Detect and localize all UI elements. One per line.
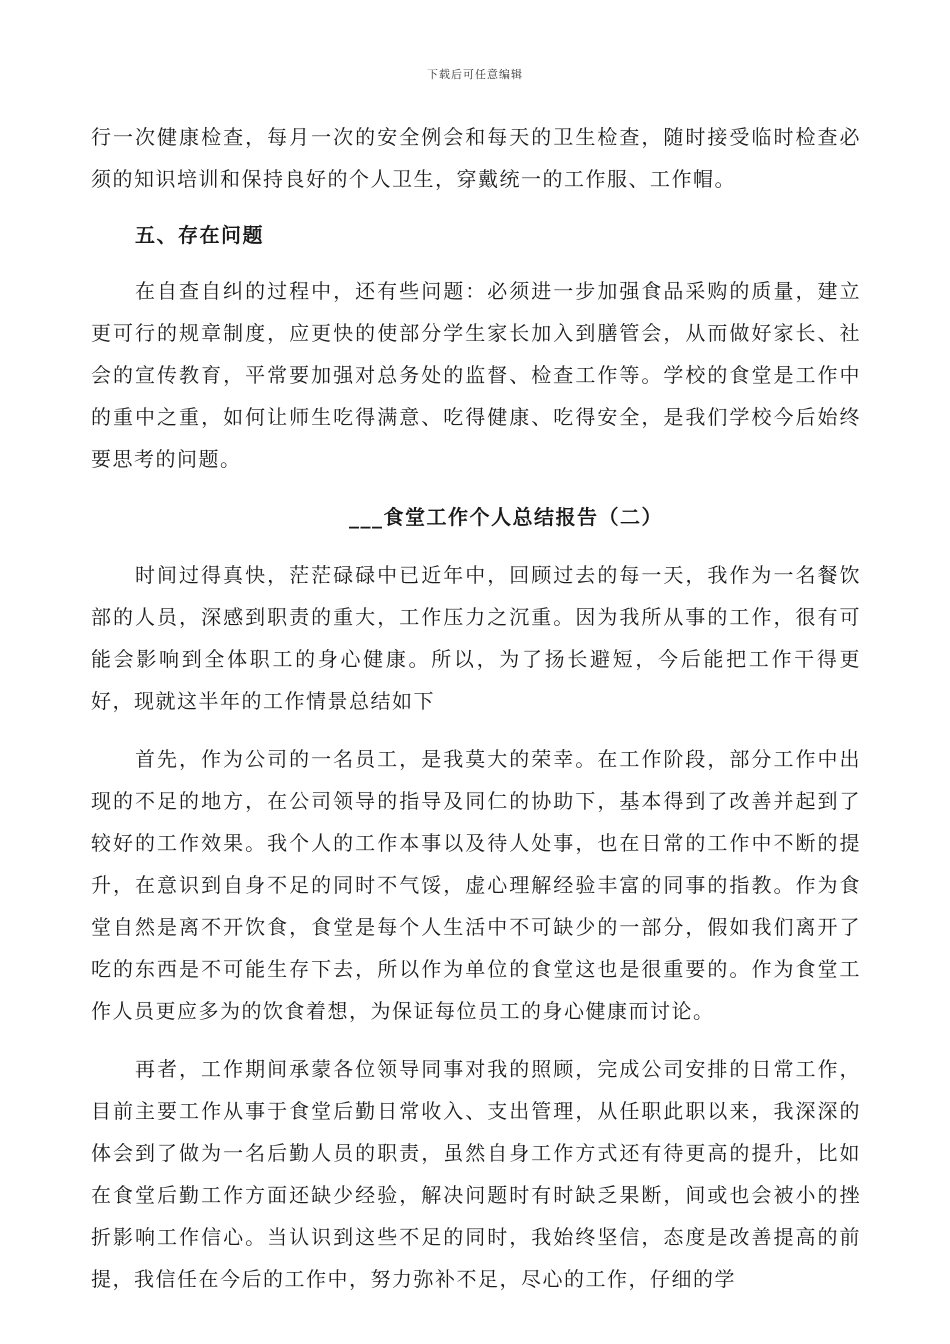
report-title: ___食堂工作个人总结报告（二） [349,505,663,529]
continuation-paragraph: 行一次健康检查，每月一次的安全例会和每天的卫生检查，随时接受临时检查必须的知识培训和保持良好的个人卫生，穿戴统一的工作服、工作帽。 [91,125,861,191]
header-note: 下载后可任意编辑 [427,68,523,81]
body-paragraph: 时间过得真快，茫茫碌碌中已近年中，回顾过去的每一天，我作为一名餐饮部的人员，深感到职责的重大，工作压力之沉重。因为我所从事的工作，很有可能会影响到全体职工的身心健康。所以，为了扬长避短，今后能把工作干得更好，现就这半年的工作情景总结如下 [91,563,861,713]
spacer [91,480,861,496]
spacer [91,722,861,738]
spacer [91,538,861,554]
spacer [91,200,861,214]
body-paragraph: 首先，作为公司的一名员工，是我莫大的荣幸。在工作阶段，部分工作中出现的不足的地方，在公司领导的指导及同仁的协助下，基本得到了改善并起到了较好的工作效果。我个人的工作本事以及待人处事，也在日常的工作中不断的提升，在意识到自身不足的同时不气馁，虚心理解经验丰富的同事的指教。作为食堂自然是离不开饮食，食堂是每个人生活中不可缺少的一部分，假如我们离开了吃的东西是不可能生存下去，所以作为单位的食堂这也是很重要的。作为食堂工作人员更应多为的饮食着想，为保证每位员工的身心健康而讨论。 [91,747,861,1023]
spacer [91,256,861,270]
body-paragraph: 再者，工作期间承蒙各位领导同事对我的照顾，完成公司安排的日常工作，目前主要工作从事于食堂后勤日常收入、支出管理，从任职此职以来，我深深的体会到了做为一名后勤人员的职责，虽然自身工作方式还有待更高的提升，比如在食堂后勤工作方面还缺少经验，解决问题时有时缺乏果断，间或也会被小的挫折影响工作信心。当认识到这些不足的同时，我始终坚信，态度是改善提高的前提，我信任在今后的工作中，努力弥补不足，尽心的工作，仔细的学 [91,1057,861,1291]
section-heading: 五、存在问题 [135,223,264,247]
spacer [91,1032,861,1048]
document-body [91,116,861,1300]
section-paragraph: 在自查自纠的过程中，还有些问题：必须进一步加强食品采购的质量，建立更可行的规章制度，应更快的使部分学生家长加入到膳管会，从而做好家长、社会的宣传教育，平常要加强对总务处的监督、检查工作等。学校的食堂是工作中的重中之重，如何让师生吃得满意、吃得健康、吃得安全，是我们学校今后始终要思考的问题。 [91,279,861,471]
